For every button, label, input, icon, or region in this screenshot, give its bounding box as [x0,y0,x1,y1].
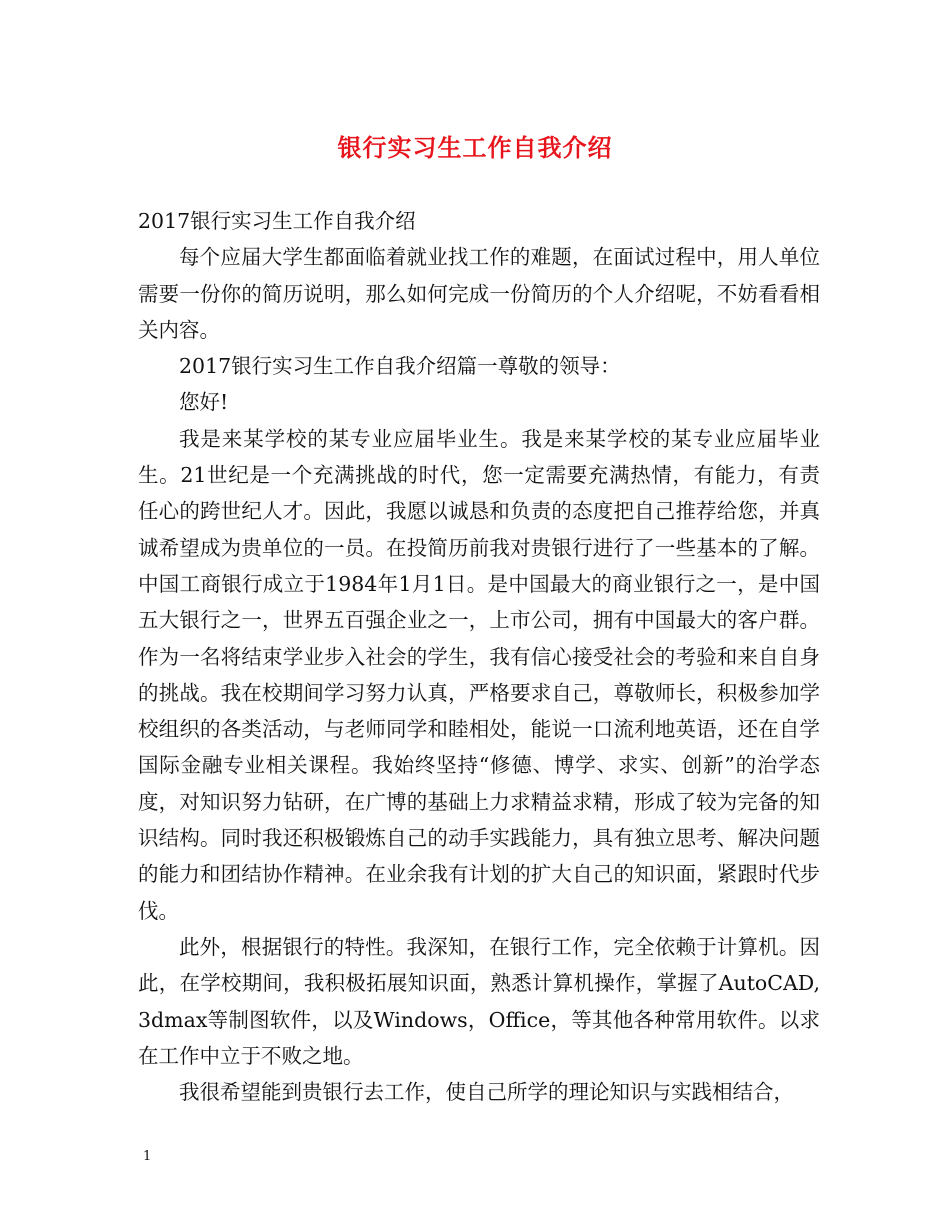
body-paragraph: 我是来某学校的某专业应届毕业生。我是来某学校的某专业应届毕业生。21世纪是一个充满挑战的时代，您一定需要充满热情，有能力，有责任心的跨世纪人才。因此，我愿以诚恳和负责的态度把自己推荐给您，并真诚希望成为贵单位的一员。在投简历前我对贵银行进行了一些基本的了解。中国工商银行成立于1984年1月1日。是中国最大的商业银行之一，是中国五大银行之一，世界五百强企业之一，上市公司，拥有中国最大的客户群。作为一名将结束学业步入社会的学生，我有信心接受社会的考验和来自自身的挑战。我在校期间学习努力认真，严格要求自己，尊敬师长，积极参加学校组织的各类活动，与老师同学和睦相处，能说一口流利地英语，还在自学国际金融专业相关课程。我始终坚持“修德、博学、求实、创新”的治学态度，对知识努力钻研，在广博的基础上力求精益求精，形成了较为完备的知识结构。同时我还积极锻炼自己的动手实践能力，具有独立思考、解决问题的能力和团结协作精神。在业余我有计划的扩大自己的知识面，紧跟时代步伐。 [138,426,820,923]
document-title: 银行实习生工作自我介绍 [337,133,613,162]
subtitle-paragraph: 2017银行实习生工作自我介绍 [138,209,416,233]
intro-paragraph: 每个应届大学生都面临着就业找工作的难题，在面试过程中，用人单位需要一份你的简历说明，那么如何完成一份简历的个人介绍呢，不妨看看相关内容。 [138,245,820,342]
letter-heading-paragraph: 2017银行实习生工作自我介绍篇一尊敬的领导： [179,354,621,379]
page-number: 1 [143,1149,152,1164]
document-body [138,203,820,1110]
greeting-paragraph: 您好! [179,390,229,415]
body-paragraph: 此外，根据银行的特性。我深知，在银行工作，完全依赖于计算机。因此，在学校期间，我积极拓展知识面，熟悉计算机操作，掌握了AutoCAD, 3dmax等制图软件，以及Windows，Office，等其他各种常用软件。以求在工作中立于不败之地。 [138,934,820,1068]
body-paragraph: 我很希望能到贵银行去工作，使自己所学的理论知识与实践相结合， [179,1080,794,1105]
